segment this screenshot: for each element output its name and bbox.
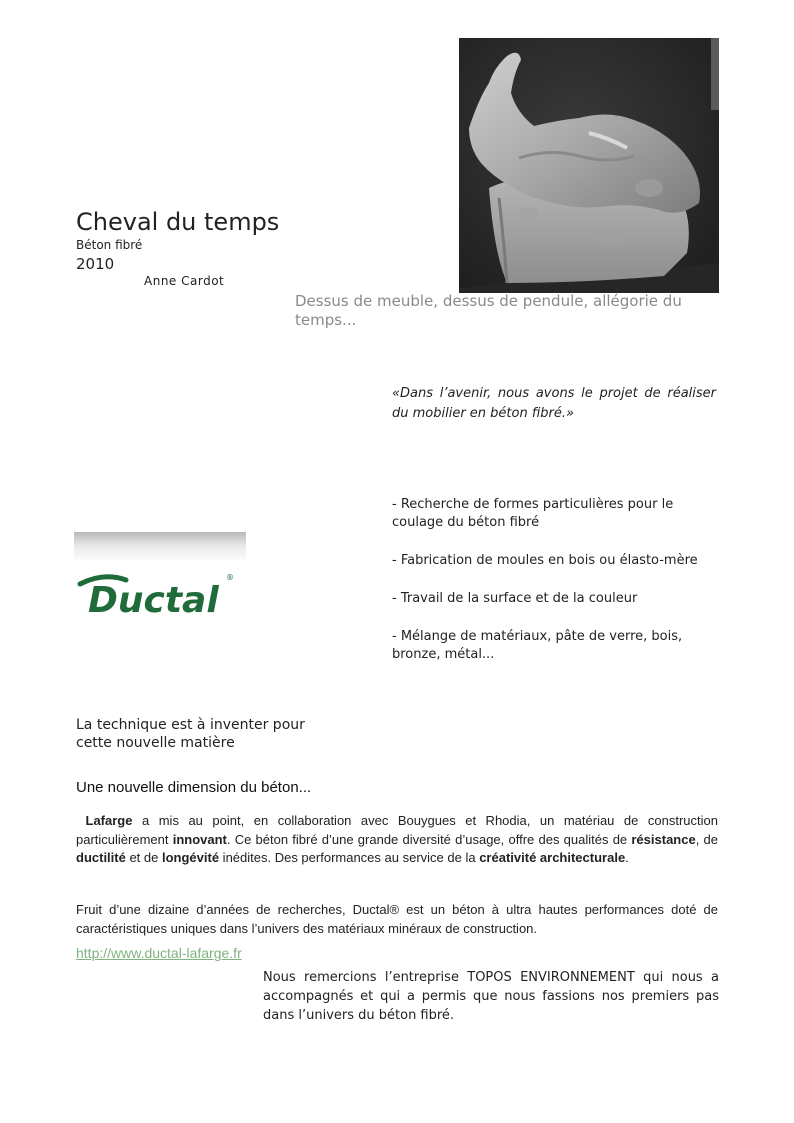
artist-quote: «Dans l’avenir, nous avons le projet de réaliser du mobilier en béton fibré.» bbox=[392, 386, 716, 421]
process-item: - Travail de la surface et de la couleur bbox=[392, 591, 638, 606]
text-run: et de bbox=[125, 850, 162, 865]
ductal-website-link[interactable]: http://www.ductal-lafarge.fr bbox=[76, 945, 242, 961]
process-item: - Fabrication de moules en bois ou élasto-mère bbox=[392, 553, 698, 568]
artwork-year: 2010 bbox=[76, 255, 115, 273]
keyword: longévité bbox=[161, 850, 220, 865]
artist-name: Anne Cardot bbox=[144, 274, 225, 288]
process-item: - Mélange de matériaux, pâte de verre, bois, bronze, métal... bbox=[392, 629, 683, 662]
artwork-caption: Dessus de meuble, dessus de pendule, allégorie du temps... bbox=[295, 292, 682, 329]
lafarge-label: Lafarge bbox=[85, 813, 133, 828]
logo-band bbox=[74, 532, 246, 562]
intro-paragraph bbox=[76, 812, 718, 868]
ductal-logo bbox=[74, 532, 246, 632]
artwork-title: Cheval du temps bbox=[76, 208, 280, 236]
keyword: créativité architecturale bbox=[479, 850, 626, 865]
thanks-paragraph: Nous remercions l’entreprise TOPOS ENVIRONNEMENT qui nous a accompagnés et qui a permis que nous fassions nos premiers pas dans l’univers du béton fibré. bbox=[263, 970, 719, 1023]
ductal-wordmark bbox=[74, 566, 246, 630]
logo-text: Ductal bbox=[88, 580, 219, 621]
keyword: innovant bbox=[172, 831, 227, 847]
text-run: . Ce béton fibré d’une grande diversité d’usage, offre des qualités de bbox=[226, 831, 632, 847]
text-run: inédites. Des performances au service de la bbox=[219, 850, 480, 865]
text-run: , de bbox=[695, 831, 718, 847]
process-item: - Recherche de formes particulières pour le coulage du béton fibré bbox=[392, 497, 674, 530]
text-run: a mis au point, en collaboration avec Bouygues et Rhodia, un matériau de construction particulièrement bbox=[76, 813, 718, 847]
registered-mark: ® bbox=[226, 573, 234, 582]
process-list bbox=[392, 496, 712, 684]
technique-note: La technique est à inventer pour cette nouvelle matière bbox=[76, 717, 305, 751]
text-run: . bbox=[625, 850, 629, 865]
section-title: Une nouvelle dimension du béton... bbox=[76, 779, 312, 796]
artwork-material: Béton fibré bbox=[76, 238, 143, 252]
keyword: résistance bbox=[631, 831, 696, 847]
sculpture-photo bbox=[459, 38, 719, 293]
keyword: ductilité bbox=[76, 850, 126, 865]
sculpture-image bbox=[459, 38, 719, 293]
details-paragraph: Fruit d’une dizaine d’années de recherches, Ductal® est un béton à ultra hautes performances doté de caractéristiques uniques dans l’univers des matériaux minéraux de construction. bbox=[76, 902, 718, 936]
